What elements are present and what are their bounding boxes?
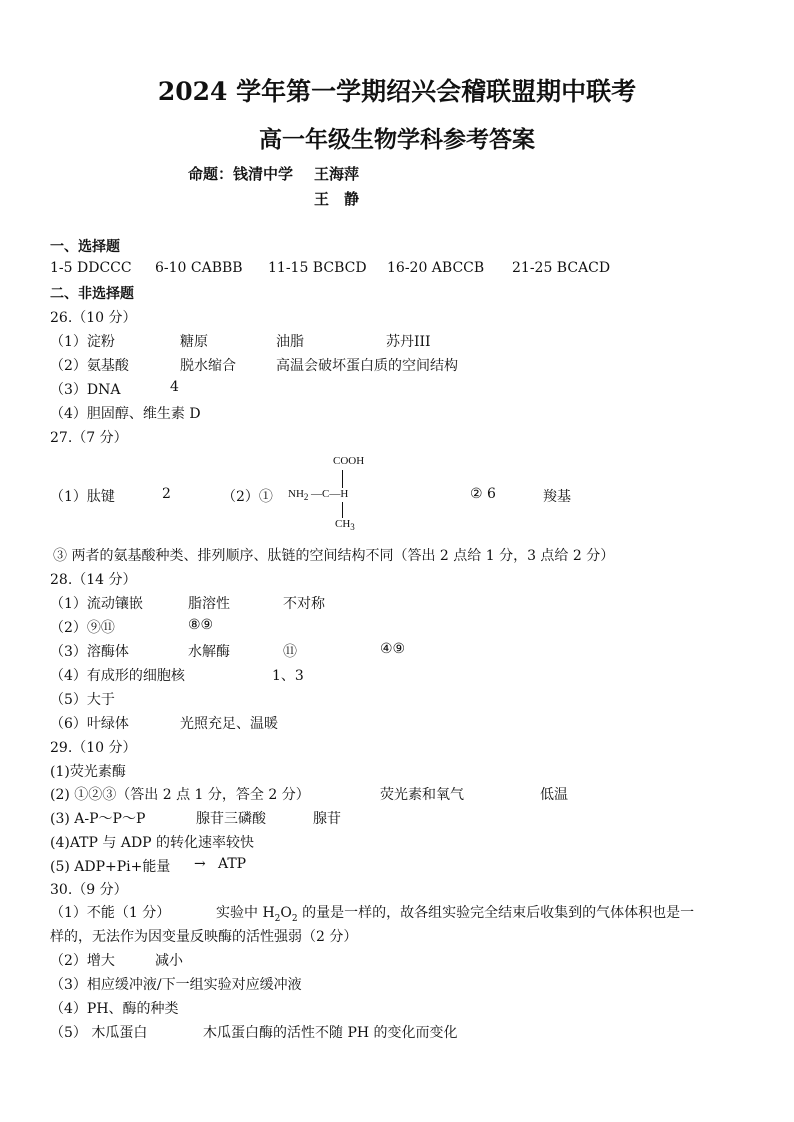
answer-text: (5) ADP+Pi+能量 [50, 859, 171, 875]
answer-text: （3）DNA [50, 382, 121, 398]
author-label: 命题：钱清中学 [188, 165, 294, 183]
formula-bond-top [342, 470, 343, 488]
answer-text: 荧光素和氧气 [380, 787, 464, 803]
q30-line-4: （4）PH、酶的种类 [50, 1001, 179, 1017]
q30-line-1-cont: 样的，无法作为因变量反映酶的活性强弱（2 分） [50, 929, 358, 945]
answer-text: ⑧⑨ [188, 617, 214, 633]
choice-group: 6-10 CABBB [155, 260, 243, 276]
answer-text: （2）氨基酸 [50, 358, 129, 374]
answer-text: 4 [170, 379, 179, 395]
answer-text: 高温会破坏蛋白质的空间结构 [276, 358, 458, 374]
formula-nh-text: NH [288, 488, 304, 500]
arrow-icon: → [194, 856, 206, 872]
text-run: 实验中 H [216, 905, 275, 921]
text-run: 的量是一样的，故各组实验完全结束后收集到的气体体积也是一 [297, 905, 695, 921]
section-heading-nonchoice: 二、非选择题 [50, 286, 134, 302]
answer-text: 油脂 [276, 334, 304, 350]
answer-text: 腺苷 [313, 811, 341, 827]
q27-line-3: ③ 两者的氨基酸种类、排列顺序、肽链的空间结构不同（答出 2 点给 1 分，3 点给 2 分） [53, 548, 615, 564]
answer-text: 腺苷三磷酸 [196, 811, 266, 827]
q27-header: 27.（7 分） [50, 430, 128, 446]
answer-text: 羧基 [543, 489, 571, 505]
answer-text: （1）肽键 [50, 489, 115, 505]
formula-nh2-group [288, 488, 308, 502]
q28-line-5: （5）大于 [50, 692, 115, 708]
text-run: O [280, 905, 292, 921]
answer-text: 2 [162, 486, 171, 502]
document-subtitle: 高一年级生物学科参考答案 [259, 126, 535, 153]
answer-text: （2）⑨⑪ [50, 620, 115, 636]
answer-text: 不对称 [283, 596, 325, 612]
answer-text: 光照充足、温暖 [180, 716, 278, 732]
formula-carbon-hydrogen: —C—H [311, 488, 349, 500]
answer-text: 脱水缩合 [180, 358, 236, 374]
author-name-1: 王海萍 [314, 165, 360, 183]
section-heading-choice: 一、选择题 [50, 239, 120, 255]
answer-text: 减小 [155, 953, 183, 969]
answer-text: (3) A-P～P～P [50, 811, 146, 827]
answer-text: ② 6 [470, 486, 496, 502]
q29-header: 29.（10 分） [50, 740, 137, 756]
q29-line-4: (4)ATP 与 ADP 的转化速率较快 [50, 835, 255, 851]
answer-text: 苏丹III [386, 334, 431, 350]
answer-text: （3）溶酶体 [50, 644, 129, 660]
answer-text: 脂溶性 [188, 596, 230, 612]
answer-text: 木瓜蛋白酶的活性不随 PH 的变化而变化 [203, 1025, 458, 1041]
formula-nh-subscript: 2 [303, 492, 309, 503]
answer-text: 1、3 [272, 668, 304, 684]
q29-line-1: (1)荧光素酶 [50, 764, 126, 780]
answer-text: ⑪ [283, 644, 297, 660]
answer-text: ATP [218, 856, 247, 872]
formula-bond-bottom [342, 502, 343, 518]
answer-text: 水解酶 [188, 644, 230, 660]
answer-text: （5） 木瓜蛋白 [50, 1025, 148, 1041]
answer-text: ④⑨ [380, 641, 406, 657]
formula-cooh-group: COOH [333, 455, 365, 467]
q30-line-3: （3）相应缓冲液/下一组实验对应缓冲液 [50, 977, 302, 993]
answer-text: （1）不能（1 分） [50, 905, 171, 921]
formula-ch-subscript: 3 [350, 522, 355, 533]
formula-ch-text: CH [335, 518, 351, 530]
q26-header: 26.（10 分） [50, 310, 137, 326]
choice-group: 21-25 BCACD [512, 260, 611, 276]
answer-text: 低温 [540, 787, 568, 803]
answer-text: （4）有成形的细胞核 [50, 668, 185, 684]
choice-group: 1-5 DDCCC [50, 260, 132, 276]
formula-ch3-group [335, 518, 355, 532]
answer-text: (2) ①②③（答出 2 点 1 分，答全 2 分） [50, 787, 310, 803]
answer-text: （1）淀粉 [50, 334, 115, 350]
author-name-2: 王 静 [314, 190, 360, 208]
answer-text: 糖原 [180, 334, 208, 350]
answer-text: （6）叶绿体 [50, 716, 129, 732]
answer-text [216, 902, 694, 924]
q30-header: 30.（9 分） [50, 882, 128, 898]
choice-group: 11-15 BCBCD [268, 260, 367, 276]
document-title: 2024 学年第一学期绍兴会稽联盟期中联考 [157, 77, 637, 106]
answer-text: （1）流动镶嵌 [50, 596, 143, 612]
choice-group: 16-20 ABCCB [387, 260, 485, 276]
q26-line-4: （4）胆固醇、维生素 D [50, 406, 201, 422]
subscript: 2 [274, 913, 281, 924]
subscript: 2 [291, 913, 298, 924]
answer-text: （2）① [222, 489, 273, 505]
q28-header: 28.（14 分） [50, 572, 137, 588]
answer-text: （2）增大 [50, 953, 115, 969]
